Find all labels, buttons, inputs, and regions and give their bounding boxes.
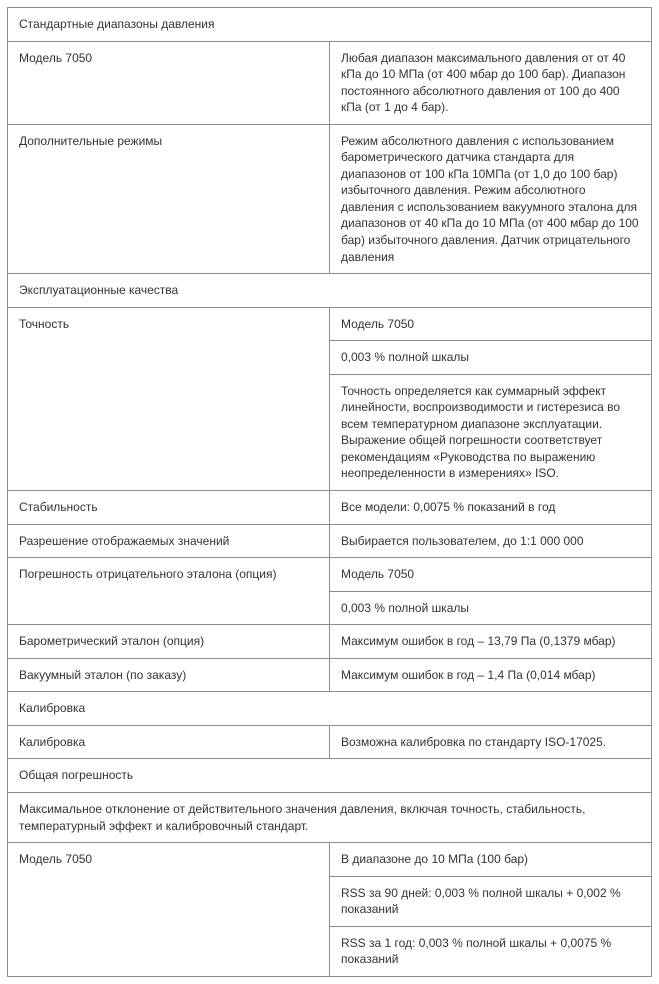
total-uncertainty-note: Максимальное отклонение от действительного значения давления, включая точность, стабильность, температурный эффект и калибровочный стандарт. [8, 792, 652, 842]
section-header-total-uncertainty: Общая погрешность [8, 759, 652, 793]
spec-value-model-7050: Любая диапазон максимального давления от от 40 кПа до 10 МПа (от 400 мбар до 100 бар). Диапазон постоянного абсолютного давления от 100 до 400 кПа (от 1 до 4 бар). [330, 41, 652, 124]
spec-label-accuracy: Точность [8, 307, 330, 490]
table-row [8, 274, 652, 308]
table-row [8, 658, 652, 692]
spec-value-accuracy-fs: 0,003 % полной шкалы [330, 341, 652, 375]
spec-label-stability: Стабильность [8, 491, 330, 525]
spec-label-vacuum-reference: Вакуумный эталон (по заказу) [8, 658, 330, 692]
table-row [8, 792, 652, 842]
table-row [8, 491, 652, 525]
spec-value-rss-1-year: RSS за 1 год: 0,003 % полной шкалы + 0,0075 % показаний [330, 926, 652, 976]
spec-value-resolution: Выбирается пользователем, до 1:1 000 000 [330, 524, 652, 558]
table-row [8, 307, 652, 341]
section-header-pressure-ranges: Стандартные диапазоны давления [8, 8, 652, 42]
spec-value-negative-reference-fs: 0,003 % полной шкалы [330, 591, 652, 625]
table-row [8, 692, 652, 726]
table-row [8, 725, 652, 759]
section-header-calibration: Калибровка [8, 692, 652, 726]
spec-label-additional-modes: Дополнительные режимы [8, 124, 330, 273]
spec-value-calibration: Возможна калибровка по стандарту ISO-17025. [330, 725, 652, 759]
table-row [8, 524, 652, 558]
spec-table [7, 7, 652, 977]
table-row [8, 124, 652, 273]
spec-value-rss-90-days: RSS за 90 дней: 0,003 % полной шкалы + 0,002 % показаний [330, 876, 652, 926]
table-row [8, 759, 652, 793]
spec-value-vacuum-reference: Максимум ошибок в год – 1,4 Па (0,014 мбар) [330, 658, 652, 692]
spec-label-resolution: Разрешение отображаемых значений [8, 524, 330, 558]
table-row [8, 8, 652, 42]
table-row [8, 843, 652, 877]
spec-value-barometric-reference: Максимум ошибок в год – 13,79 Па (0,1379 мбар) [330, 625, 652, 659]
spec-value-stability: Все модели: 0,0075 % показаний в год [330, 491, 652, 525]
spec-label-barometric-reference: Барометрический эталон (опция) [8, 625, 330, 659]
spec-label-total-model-7050: Модель 7050 [8, 843, 330, 977]
table-row [8, 558, 652, 592]
spec-label-calibration: Калибровка [8, 725, 330, 759]
spec-label-negative-reference: Погрешность отрицательного эталона (опция) [8, 558, 330, 625]
spec-value-additional-modes: Режим абсолютного давления с использованием барометрического датчика стандарта для диапазонов от 100 кПа 10МПа (от 1,0 до 100 бар) избыточного давления. Режим абсолютного давления с использованием вакуумного эталона для диапазонов от 40 кПа до 10 МПа (от 400 мбар до 100 бар) избыточного давления. Датчик отрицательного давления [330, 124, 652, 273]
section-header-performance: Эксплуатационные качества [8, 274, 652, 308]
spec-value-accuracy-model: Модель 7050 [330, 307, 652, 341]
spec-label-model-7050: Модель 7050 [8, 41, 330, 124]
spec-value-negative-reference-model: Модель 7050 [330, 558, 652, 592]
spec-value-accuracy-definition: Точность определяется как суммарный эффект линейности, воспроизводимости и гистерезиса во всем температурном диапазоне эксплуатации. Выражение общей погрешности соответствует рекомендациям «Руководства по выражению неопределенности в измерениях» ISO. [330, 374, 652, 490]
table-row [8, 625, 652, 659]
table-row [8, 41, 652, 124]
spec-value-total-range: В диапазоне до 10 МПа (100 бар) [330, 843, 652, 877]
